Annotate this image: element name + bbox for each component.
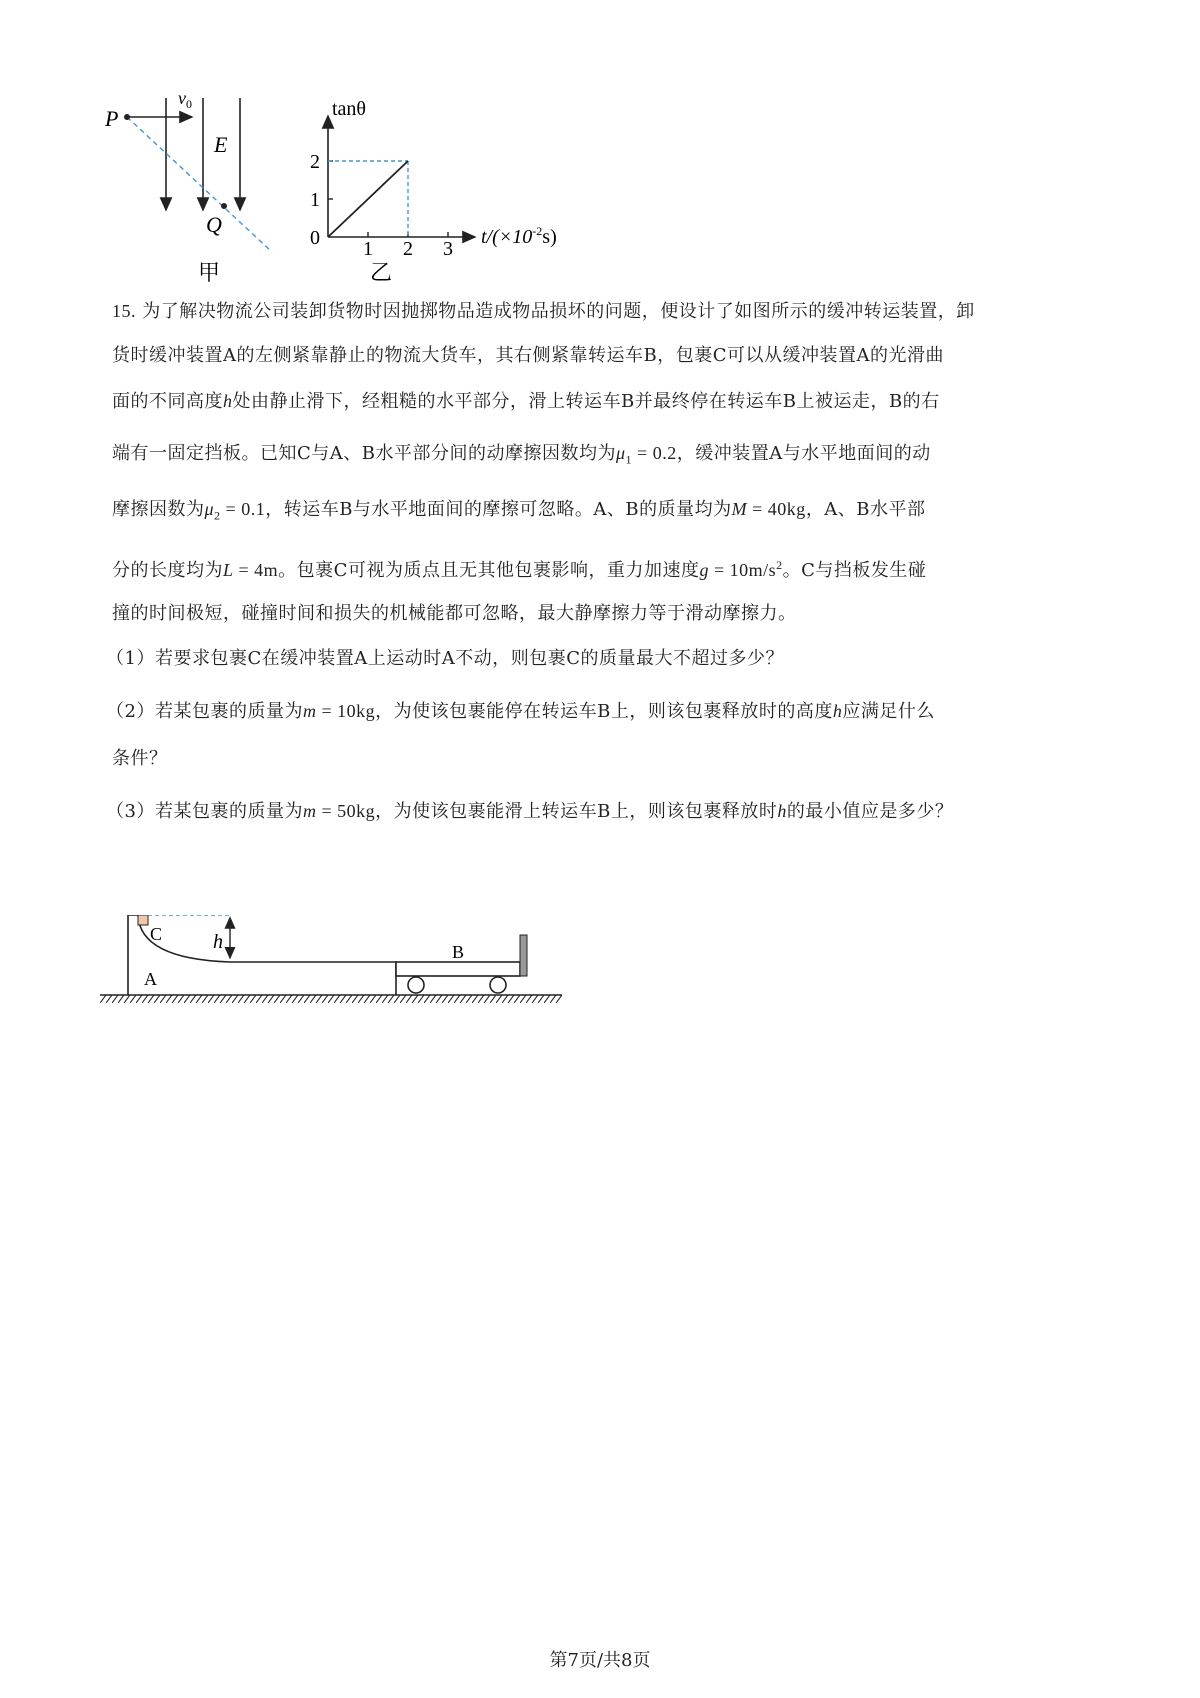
question-text-5a: 摩擦因数为: [112, 499, 205, 520]
sub3-var-h: h: [777, 801, 787, 821]
question-text-2: 货时缓冲装置A的左侧紧靠静止的物流大货车，其右侧紧靠转运车B，包裹C可以从缓冲装置A的光滑曲: [112, 345, 944, 366]
label-p: P: [105, 106, 119, 131]
top-figures: [100, 80, 620, 290]
package-c: [138, 915, 148, 925]
question-line-3: [112, 390, 1102, 413]
mu1-value: $\mu_1 = 0.2$: [616, 443, 677, 467]
question-text-6a: 分的长度均为: [112, 560, 223, 581]
g-value: $g = 10m/s^2$: [699, 558, 783, 580]
figure-jia: [104, 88, 272, 285]
question-number: 15.: [112, 301, 136, 321]
sub-question-2-text-b: ，为使该包裹能停在转运车B上，则该包裹释放时的高度: [375, 701, 833, 722]
cart-wheel-left: [408, 977, 424, 993]
sub2-var-h: h: [832, 701, 843, 721]
cart-wheel-right: [490, 977, 506, 993]
ground-hatch: [100, 995, 562, 1003]
question-text-3a: 面的不同高度: [112, 391, 223, 412]
sub-question-3-text-a: （3）若某包裹的质量为: [106, 801, 303, 822]
x-tick-label-1: 1: [363, 238, 373, 260]
mu2-value: $\mu_2 = 0.1$: [204, 499, 266, 523]
y-axis-label: tanθ: [332, 98, 367, 120]
caption-yi: 乙: [370, 260, 393, 285]
label-c: C: [150, 924, 163, 944]
sub-question-3-text-b: ，为使该包裹能滑上转运车B上，则该包裹释放时: [375, 801, 778, 822]
sub-question-1-text: （1）若要求包裹C在缓冲装置A上运动时A不动，则包裹C的质量最大不超过多少？: [106, 648, 784, 669]
dashed-trajectory-line: [127, 117, 272, 252]
y-tick-label-2: 2: [310, 151, 320, 173]
question-text-6b: 。包裹C可视为质点且无其他包裹影响，重力加速度: [278, 560, 700, 581]
label-a: A: [144, 969, 157, 989]
data-line-tan-theta: [328, 161, 408, 237]
sub-question-2-text-d: 条件？: [112, 748, 168, 769]
label-v0: $v_0$: [178, 88, 192, 111]
question-text-7: 撞的时间极短，碰撞时间和损失的机械能都可忽略，最大静摩擦力等于滑动摩擦力。: [112, 603, 797, 624]
label-h: h: [213, 931, 223, 953]
sub-question-2-cont: [112, 748, 1102, 770]
y-tick-label-1: 1: [310, 189, 320, 211]
question-line-6: [112, 554, 1102, 582]
question-line-1: [112, 300, 1102, 323]
length-value: L = 4m: [223, 560, 279, 580]
sub-question-3: [106, 800, 1096, 823]
x-axis-label: $t/(\times 10^{-2}s)$: [481, 224, 557, 248]
point-p: [124, 114, 130, 120]
question-text-4b: ，缓冲装置A与水平地面间的动: [676, 443, 931, 464]
var-h: h: [223, 391, 233, 411]
buffer-device-a: [128, 915, 396, 995]
question-text-1: 为了解决物流公司装卸货物时因抛掷物品造成物品损坏的问题，便设计了如图所示的缓冲转运装置，卸: [142, 301, 975, 322]
transfer-cart-b: [396, 962, 520, 976]
sub-question-2-text-a: （2）若某包裹的质量为: [106, 701, 303, 722]
cart-baffle: [520, 935, 527, 976]
question-line-5: [112, 498, 1102, 527]
label-b: B: [452, 942, 465, 962]
question-line-4: [112, 442, 1102, 471]
label-e: E: [214, 132, 228, 157]
sub-question-2: [106, 700, 1096, 723]
sub-question-3-text-c: 的最小值应是多少？: [786, 801, 954, 822]
label-q: Q: [206, 212, 222, 237]
origin-label: 0: [310, 227, 320, 249]
sub3-mass: m = 50kg: [302, 801, 376, 821]
sub2-mass: m = 10kg: [302, 701, 376, 721]
question-text-4a: 端有一固定挡板。已知C与A、B水平部分间的动摩擦因数均为: [112, 443, 616, 464]
x-tick-label-2: 2: [403, 238, 413, 260]
mass-value: M = 40kg: [731, 499, 806, 519]
question-text-5b: ，转运车B与水平地面间的摩擦可忽略。A、B的质量均为: [265, 499, 732, 520]
buffer-device-figure: [100, 915, 580, 1015]
question-line-7: [112, 603, 1102, 625]
caption-jia: 甲: [198, 260, 221, 285]
question-text-3b: 处由静止滑下，经粗糙的水平部分，滑上转运车B并最终停在转运车B上被运走，B的右: [232, 391, 940, 412]
sub-question-1: [106, 648, 1096, 670]
question-text-5c: ，A、B水平部: [805, 499, 926, 520]
sub-question-2-text-c: 应满足什么: [842, 701, 935, 722]
question-text-6c: 。C与挡板发生碰: [782, 560, 927, 581]
figure-yi-chart: [310, 98, 557, 285]
page-footer: 第7页/共8页: [549, 1650, 651, 1671]
x-tick-label-3: 3: [443, 238, 453, 260]
question-line-2: [112, 345, 1102, 367]
point-q: [221, 203, 227, 209]
